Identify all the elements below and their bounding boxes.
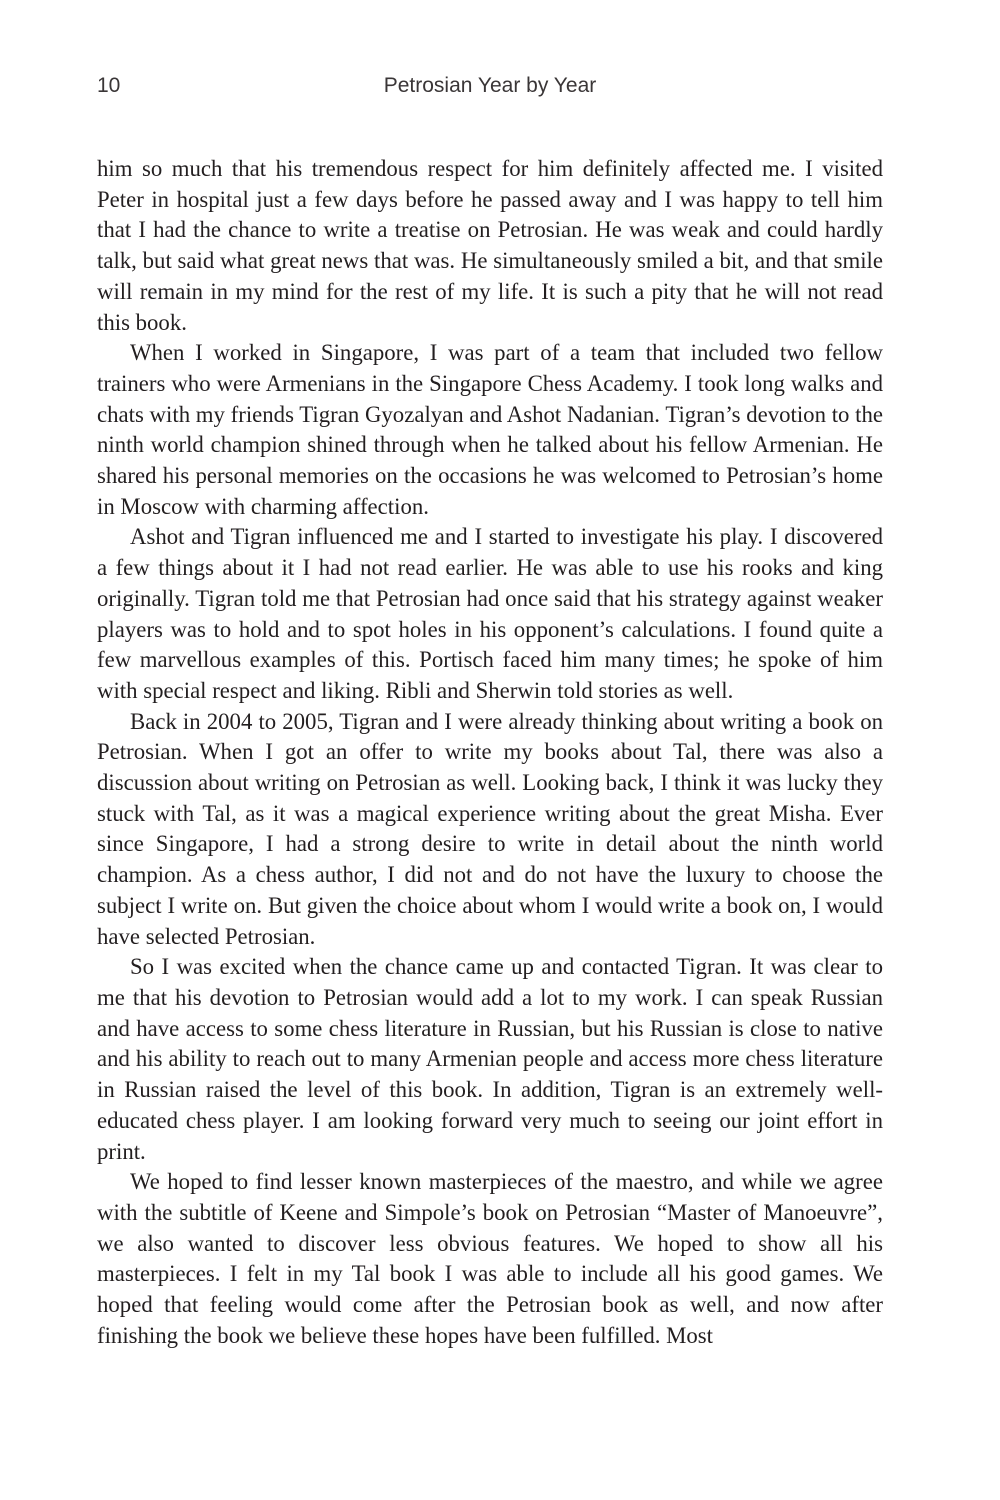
paragraph-book-plans: Back in 2004 to 2005, Tigran and I were already thinking about writing a book on Petrosian. When I got an offer to write my books about Tal, there was also a discussion about writing on Petrosian as well. Looking back, I think it was lucky they stuck with Tal, as it was a magical experience writing about the great Misha. Ever since Singapore, I had a strong desire to write in detail about the ninth world champion. As a chess author, I did not and do not have the luxury to choose the subject I write on. But given the choice about whom I would write a book on, I would have selected Petrosian.: [97, 708, 883, 949]
body-text: [97, 154, 883, 1351]
running-head: [97, 74, 883, 106]
page-number: 10: [97, 74, 121, 97]
paragraph-collaboration: So I was excited when the chance came up and contacted Tigran. It was clear to me that his devotion to Petrosian would add a lot to my work. I can speak Russian and have access to some chess literature in Russian, but his Russian is close to native and his ability to reach out to many Armenian people and access more chess literature in Russian raised the level of this book. In addition, Tigran is an extremely well-educated chess player. I am looking forward very much to seeing our joint effort in print.: [97, 954, 883, 1164]
paragraph-masterpieces: We hoped to find lesser known masterpieces of the maestro, and while we agree with the subtitle of Keene and Simpole’s book on Petrosian “Master of Manoeuvre”, we also wanted to discover less obvious features. We hoped to show all his masterpieces. I felt in my Tal book I was able to include all his good games. We hoped that feeling would come after the Petrosian book as well, and now after finishing the book we believe these hopes have been fulfilled. Most: [97, 1169, 883, 1348]
paragraph-singapore: When I worked in Singapore, I was part of a team that included two fellow trainers who were Armenians in the Singapore Chess Academy. I took long walks and chats with my friends Tigran Gyozalyan and Ashot Nadanian. Tigran’s devotion to the ninth world champion shined through when he talked about his fellow Armenian. He shared his personal memories on the occasions he was welcomed to Petrosian’s home in Moscow with charming affection.: [97, 340, 883, 519]
book-title: Petrosian Year by Year: [383, 74, 597, 97]
paragraph-continued: him so much that his tremendous respect for him definitely affected me. I visited Peter in hospital just a few days before he passed away and I was happy to tell him that I had the chance to write a treatise on Petrosian. He was weak and could hardly talk, but said what great news that was. He simultaneously smiled a bit, and that smile will remain in my mind for the rest of my life. It is such a pity that he will not read this book.: [97, 156, 883, 335]
paragraph-investigation: Ashot and Tigran influenced me and I started to investigate his play. I discovered a few things about it I had not read earlier. He was able to use his rooks and king originally. Tigran told me that Petrosian had once said that his strategy against weaker players was to hold and to spot holes in his opponent’s calculations. I found quite a few marvellous examples of this. Portisch faced him many times; he spoke of him with special respect and liking. Ribli and Sherwin told stories as well.: [97, 524, 883, 703]
